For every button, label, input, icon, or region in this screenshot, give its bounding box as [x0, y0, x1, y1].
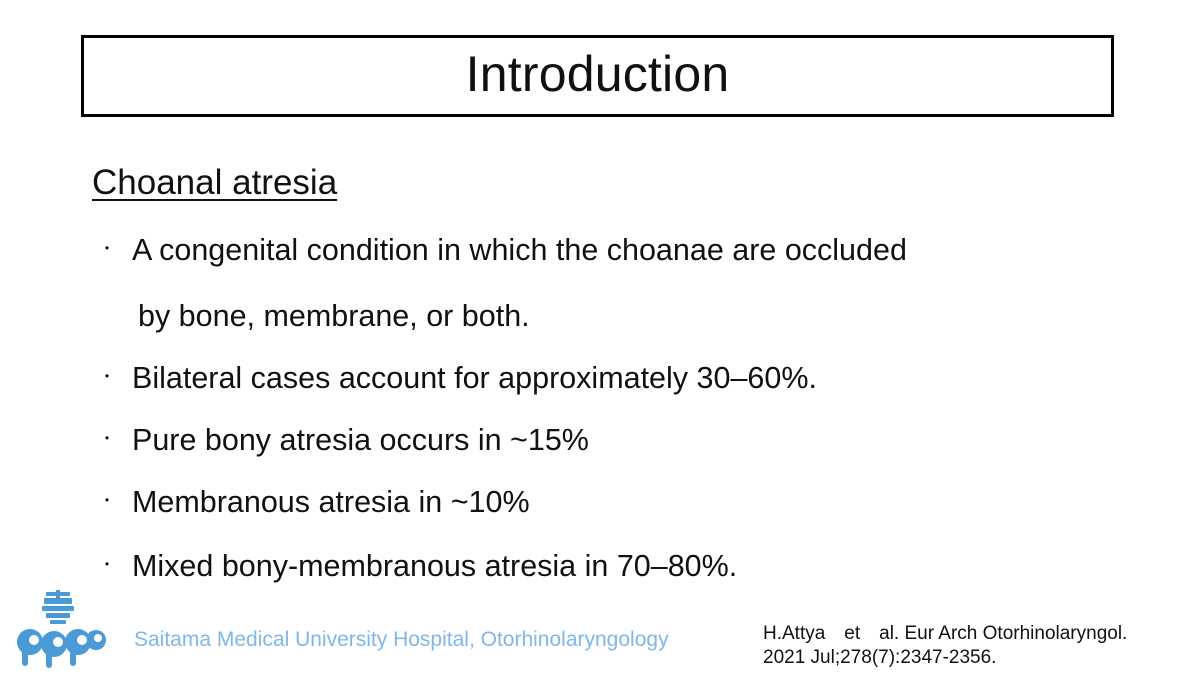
citation [763, 622, 1127, 670]
bullet-text: Mixed bony-membranous atresia in 70–80%. [132, 549, 738, 583]
bullet-mark: ・ [98, 555, 116, 575]
footer-institution: Saitama Medical University Hospital, Otorhinolaryngology [134, 628, 669, 651]
bullet-item-5 [98, 550, 737, 584]
bullet-text: Membranous atresia in ~10% [132, 485, 530, 519]
bullet-item-1-continuation: by bone, membrane, or both. [138, 299, 530, 333]
citation-line-2: 2021 Jul;278(7):2347-2356. [763, 646, 997, 668]
bullet-text: Bilateral cases account for approximately 30–60%. [132, 361, 817, 395]
bullet-item-2 [98, 362, 817, 396]
slide-title: Introduction [465, 46, 730, 102]
bullet-mark: ・ [98, 429, 116, 449]
university-logo-icon [12, 590, 108, 670]
bullet-item-3 [98, 424, 589, 458]
title-box [81, 35, 1114, 117]
bullet-mark: ・ [98, 239, 116, 259]
bullet-mark: ・ [98, 367, 116, 387]
bullet-item-4 [98, 486, 530, 520]
bullet-text: Pure bony atresia occurs in ~15% [132, 423, 589, 457]
bullet-item-1 [98, 234, 907, 268]
bullet-mark: ・ [98, 491, 116, 511]
slide-subtitle: Choanal atresia [92, 163, 338, 202]
citation-line-1: H.Attya et al. Eur Arch Otorhinolaryngol. [763, 623, 1128, 644]
bullet-text: A congenital condition in which the choanae are occluded [132, 233, 907, 267]
